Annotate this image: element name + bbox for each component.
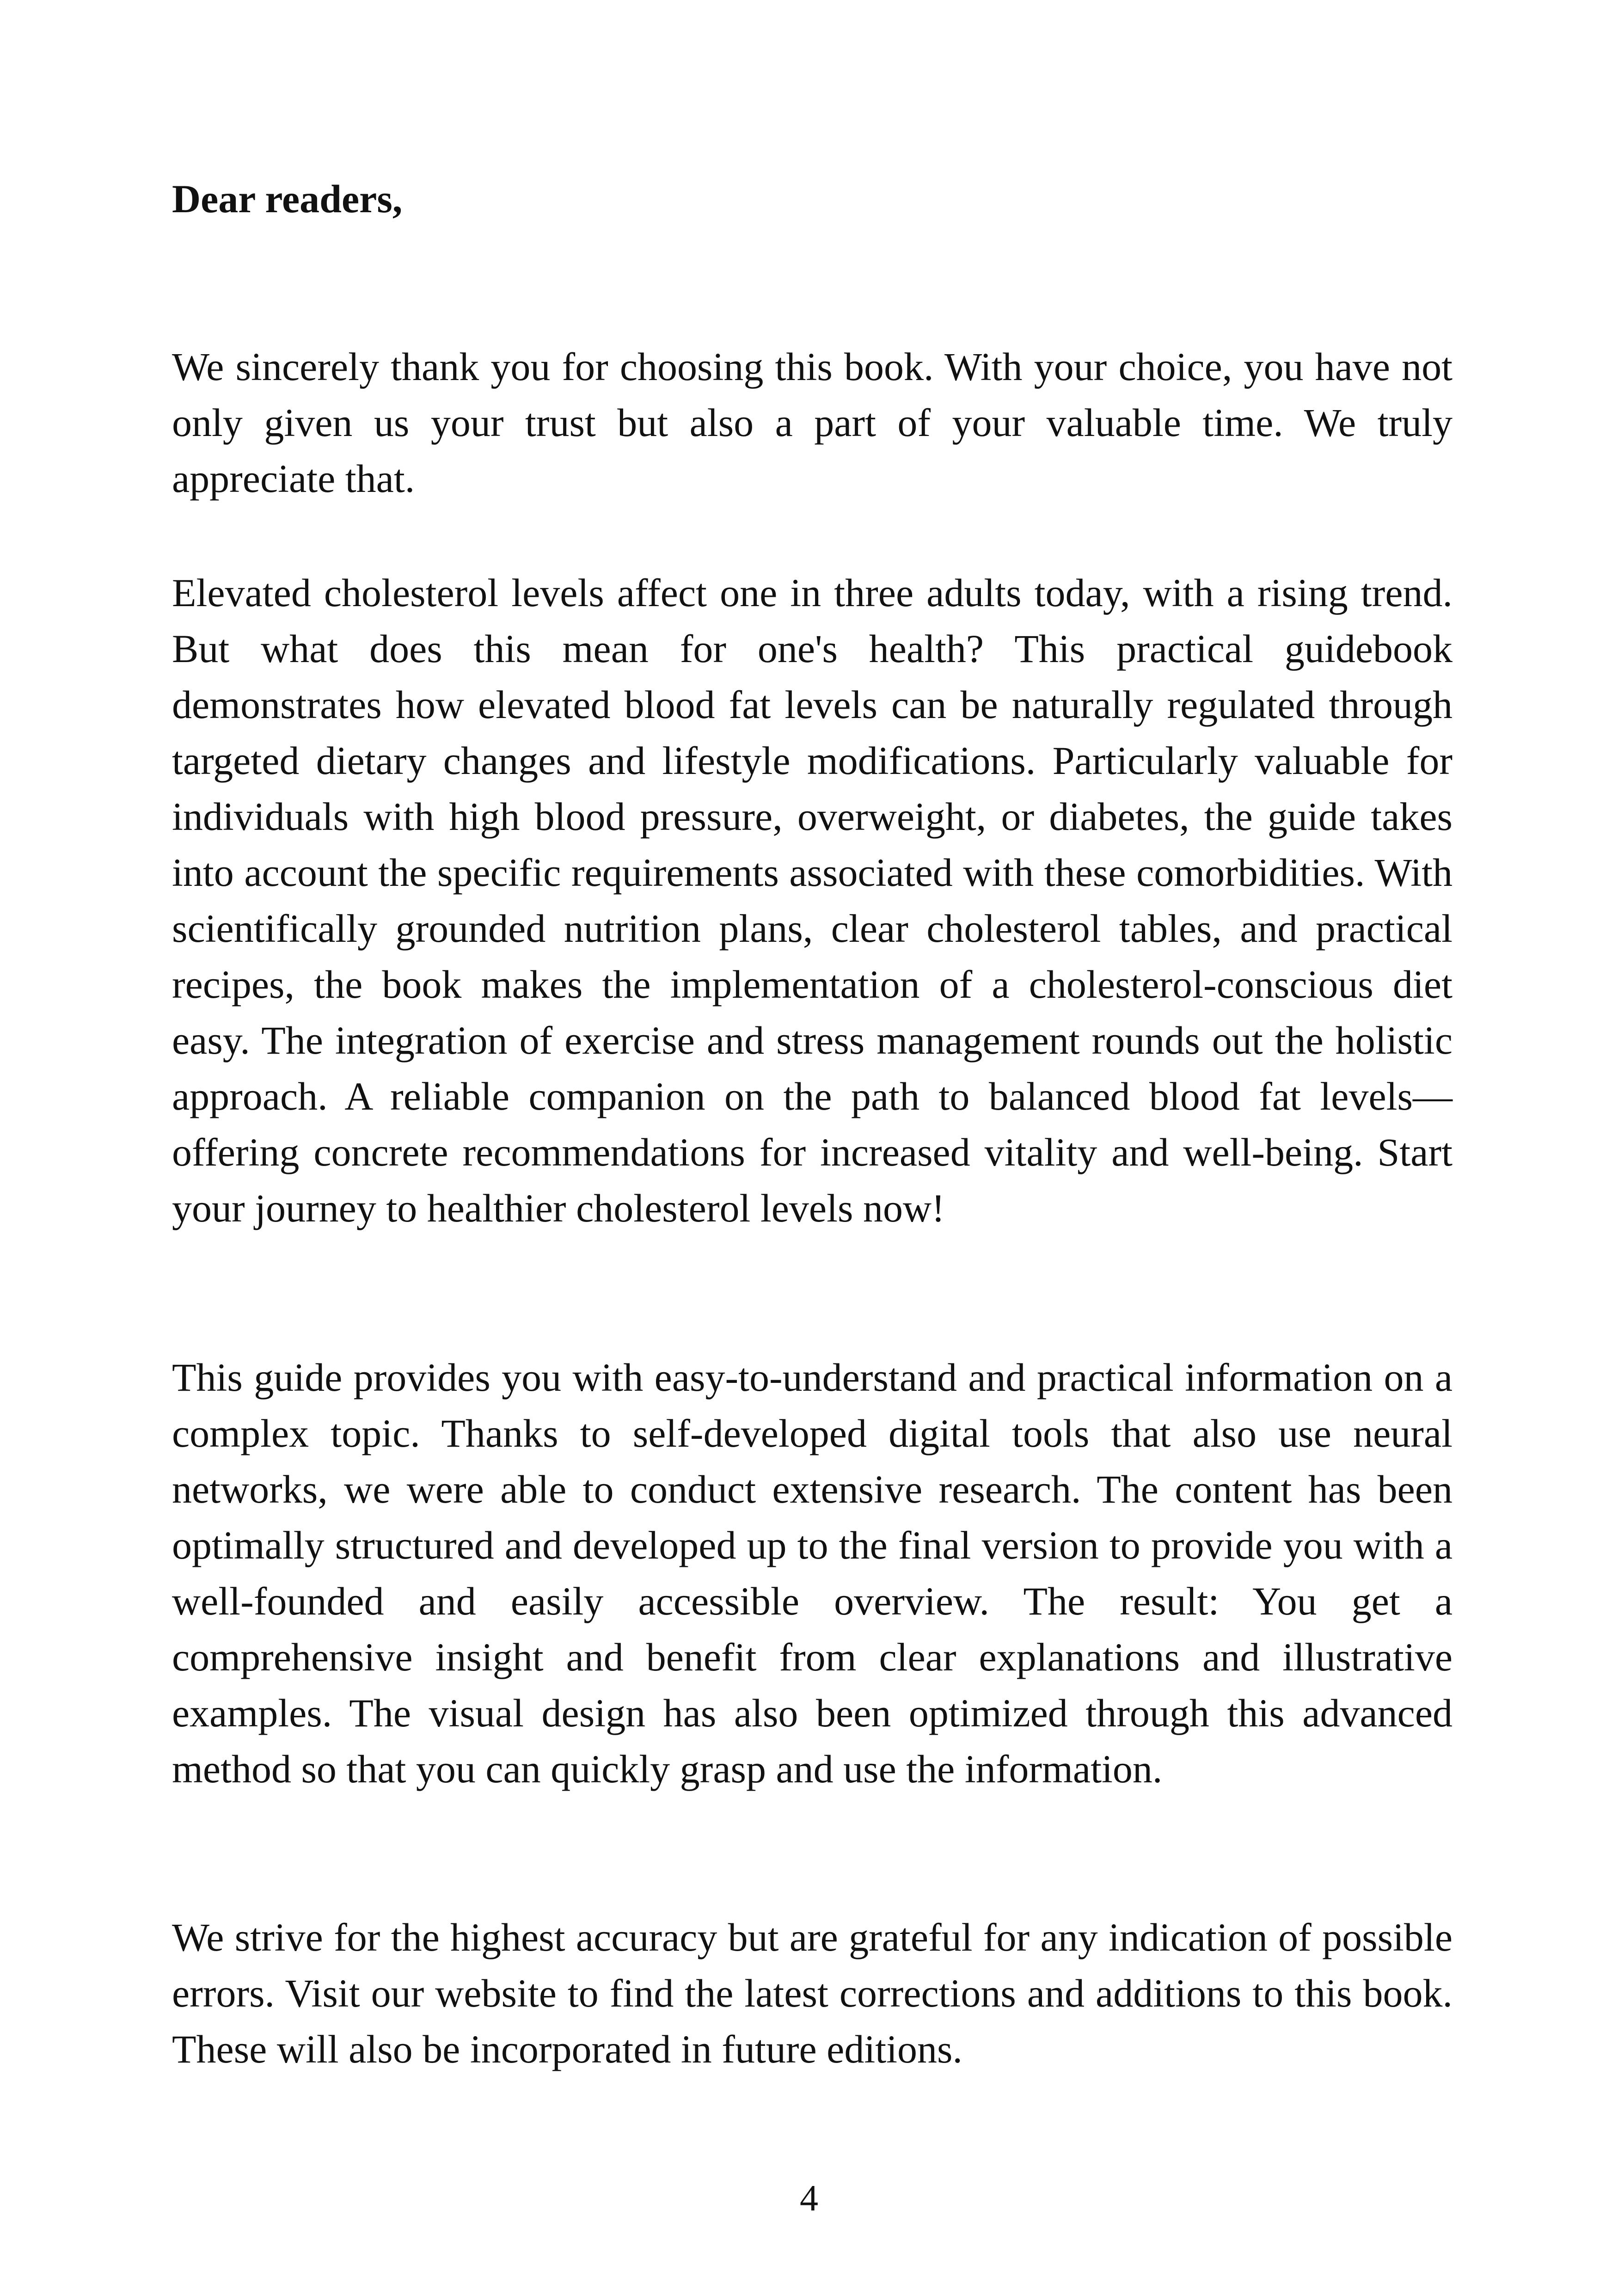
page-number: 4	[800, 2178, 818, 2219]
paragraph-corrections: We strive for the highest accuracy but are grateful for any indication of possible errors. Visit our website to find the latest corrections and additions to this book. These will also be incorporated in future editions.	[172, 1915, 1453, 2071]
greeting-heading: Dear readers,	[172, 177, 403, 221]
paragraph-guide-method: This guide provides you with easy-to-understand and practical information on a complex topic. Thanks to self-developed digital tools that also use neural networks, we were able to conduct extensive research. The content has been optimally structured and developed up to the final version to provide you with a well-founded and easily accessible overview. The result: You get a comprehensive insight and benefit from clear explanations and illustrative examples. The visual design has also been optimized through this advanced method so that you can quickly grasp and use the information.	[172, 1355, 1453, 1791]
paragraph-thanks: We sincerely thank you for choosing this book. With your choice, you have not only given us your trust but also a part of your valuable time. We truly appreciate that.	[172, 344, 1453, 501]
paragraph-book-summary: Elevated cholesterol levels affect one in three adults today, with a rising trend. But what does this mean for one's health? This practical guidebook demonstrates how elevated blood fat levels can be naturally regulated through targeted dietary changes and lifestyle modifications. Particularly valuable for individuals with high blood pressure, overweight, or diabetes, the guide takes into account the specific requirements associated with these comorbidities. With scientifically grounded nutrition plans, clear cholesterol tables, and practical recipes, the book makes the implementation of a cholesterol-conscious diet easy. The integration of exercise and stress management rounds out the holistic approach. A reliable companion on the path to balanced blood fat levels—offering concrete recommendations for increased vitality and well-being. Start your journey to healthier cholesterol levels now!	[172, 571, 1453, 1230]
